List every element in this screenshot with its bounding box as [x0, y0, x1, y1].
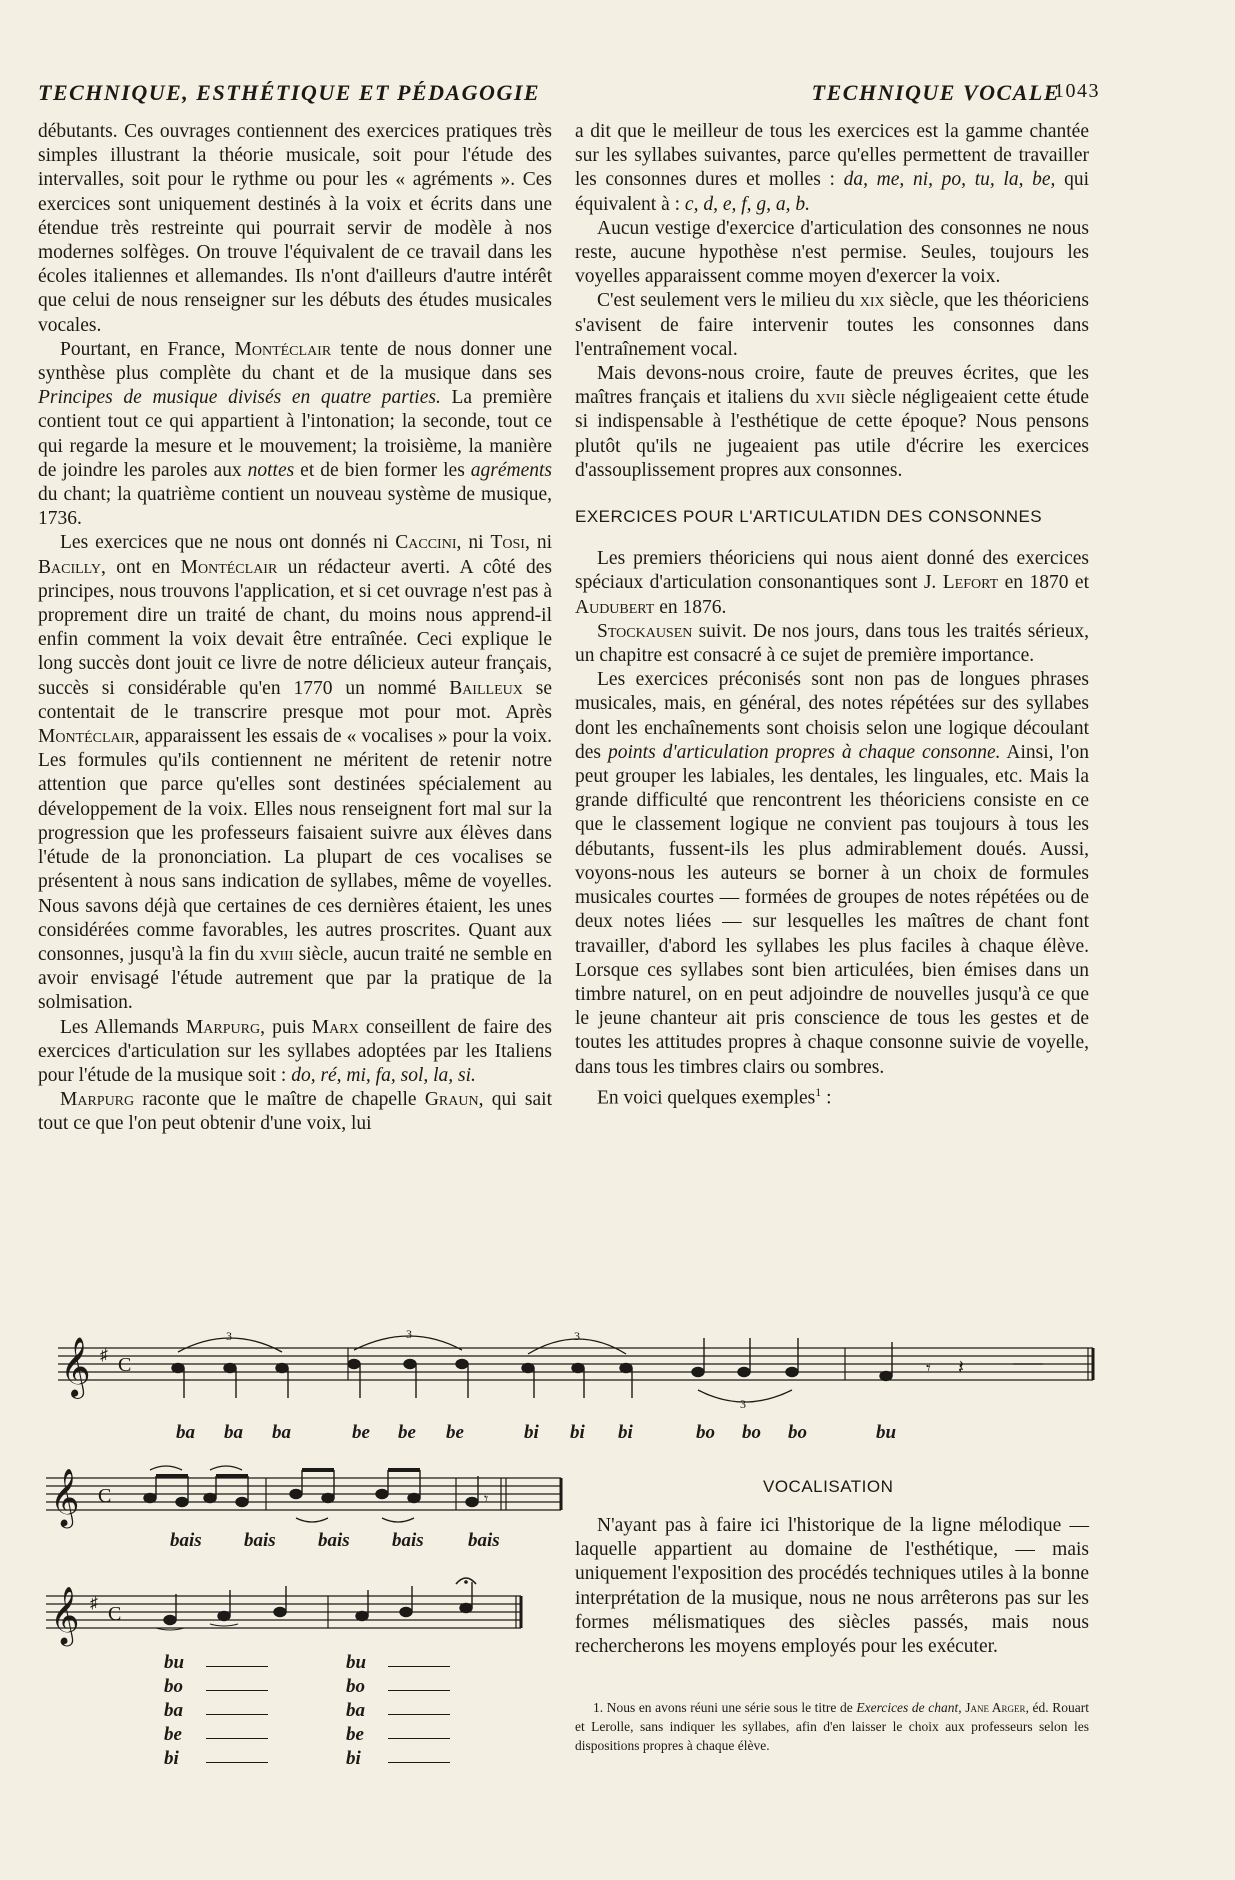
syllable: bu [164, 1652, 185, 1673]
syllable: ba [164, 1700, 183, 1721]
syllable: bi [164, 1748, 179, 1769]
paragraph: C'est seulement vers le milieu du xix siècle, que les théoriciens s'avisent de faire intervenir toutes les consonnes dans l'entraînement vocal. [575, 290, 1089, 360]
syllable: bais [468, 1530, 500, 1551]
syllable: bo [788, 1422, 807, 1443]
paragraph: Mais devons-nous croire, faute de preuves écrites, que les maîtres français et italiens du xvii siècle négligeaient cette étude si indispensable à l'esthétique de cette époque? Nous pensons plutôt qu'ils ne jugeaient pas utile d'écrire les exercices d'assouplissement propres aux consonnes. [575, 363, 1090, 481]
syllable: bais [170, 1530, 202, 1551]
syllable: bo [742, 1422, 761, 1443]
paragraph: Pourtant, en France, Montéclair tente de nous donner une synthèse plus complète du chant et de la musique dans ses Principes de musique divisés en quatre parties. La première contient tout ce qui appartient à l'intonation; la seconde, tout ce qui regarde la mesure et le mouvement; la troisième, la manière de joindre les paroles aux nottes et de bien former les agréments du chant; la quatrième contient un nouveau système de musique, 1736. [38, 338, 553, 530]
paragraph: Aucun vestige d'exercice d'articulation des consonnes ne nous reste, aucune hypothèse n'est permise. Seules, toujours les voyelles apparaissent comme moyen d'exercer la voix. [575, 217, 1089, 288]
syllable: bais [318, 1530, 350, 1551]
paragraph: Marpurg raconte que le maître de chapelle Graun, qui sait tout ce que l'on peut obtenir d'une voix, lui [38, 1089, 552, 1135]
syllable: bo [164, 1676, 183, 1697]
syllable: bi [570, 1422, 585, 1443]
syllable: be [446, 1422, 464, 1443]
music-example-3 [46, 1572, 526, 1648]
triplet-mark: 3 [406, 1328, 412, 1341]
syllable: bo [346, 1676, 365, 1697]
vocalisation-text [575, 1514, 1089, 1659]
paragraph: N'ayant pas à faire ici l'historique de la ligne mélodique — laquelle appartient au domaine de l'esthétique, — mais uniquement l'exposition des procédés techniques utiles à la bonne interprétation de la musique, nous ne nous arrêterons pas sur les formes mélismatiques des siècles passés, mais nous rechercherons les moyens employés pour les exécuter. [575, 1515, 1089, 1658]
syllable: be [164, 1724, 182, 1745]
header-right-title: TECHNIQUE VOCALE [811, 80, 1060, 105]
syllable: bi [618, 1422, 633, 1443]
syllable: bais [392, 1530, 424, 1551]
page-number: 1043 [1054, 80, 1100, 102]
svg-text:𝄞: 𝄞 [50, 1468, 80, 1526]
paragraph: Les exercices que ne nous ont donnés ni Caccini, ni Tosi, ni Bacilly, ont en Montéclair un rédacteur averti. A côté des principes, nous trouvons l'application, et si cet ouvrage n'est pas à proprement dire un traité de chant, du moins nous apprend-il enfin comment la voix devait être entraînée. Ceci explique le long succès dont jouit ce livre de notre délicieux auteur français, succès si considérable qu'en 1770 un nommé Bailleux se contentait de le transcrire presque mot pour mot. Après Montéclair, apparaissent les essais de « vocalises » pour la voix. Les formules qu'ils contiennent ne méritent de retenir notre attention que parce qu'elles sont destinées spécialement au développement de la voix. Elles nous renseignent fort mal sur la progression que les professeurs faisaient suivre aux élèves dans l'étude de la prononciation. La plupart de ces vocalises se présentent à nous sans indication de syllabes, même de voyelles. Nous savons déjà que certaines de ces dernières étaient, les unes considérées comme favorables, les autres proscrites. Quant aux consonnes, jusqu'à la fin du xviii siècle, aucun traité ne semble en avoir envisagé l'étude autrement que par la pratique de la solmisation. [38, 532, 553, 1014]
syllable: ba [224, 1422, 243, 1443]
svg-text:𝄾: 𝄾 [926, 1358, 931, 1378]
syllable: bi [346, 1748, 361, 1769]
svg-text:𝄞: 𝄞 [50, 1586, 80, 1644]
svg-text:𝄞: 𝄞 [60, 1337, 91, 1397]
triplet-mark: 3 [226, 1329, 232, 1343]
syllable: be [346, 1724, 364, 1745]
syllable: ba [346, 1700, 365, 1721]
syllable: bais [244, 1530, 276, 1551]
section-heading-vocalisation: VOCALISATION [763, 1477, 894, 1496]
syllable: bi [524, 1422, 539, 1443]
footnote-ref[interactable]: 1 [815, 1084, 822, 1099]
paragraph: Les Allemands Marpurg, puis Marx conseillent de faire des exercices d'articulation sur les syllabes adoptées par les Italiens pour l'étude de la musique soit : do, ré, mi, fa, sol, la, si. [38, 1016, 552, 1086]
paragraph: Stockausen suivit. De nos jours, dans tous les traités sérieux, un chapitre est consacré à ce sujet de première importance. [575, 620, 1089, 667]
paragraph: Les premiers théoriciens qui nous aient donné des exercices spéciaux d'articulation consonantiques sont J. Lefort en 1870 et Audubert en 1876. [575, 548, 1090, 618]
music-example-1 [58, 1328, 1098, 1408]
paragraph: En voici quelques exemples$^1$ : [597, 1084, 832, 1109]
paragraph: a dit que le meilleur de tous les exercices est la gamme chantée sur les syllabes suivantes, parce qu'elles permettent de travailler les consonnes dures et molles : da, me, ni, po, tu, la, be, qui équivalent à : c, d, e, f, g, a, b. [575, 121, 1090, 215]
svg-text:♯: ♯ [90, 1595, 98, 1612]
svg-text:𝄾: 𝄾 [484, 1491, 489, 1508]
section-heading: EXERCICES POUR L'ARTICULATIDN DES CONSONNES [575, 507, 1043, 527]
syllable: be [352, 1422, 370, 1443]
svg-text:𝄽: 𝄽 [958, 1357, 965, 1379]
triplet-mark: 3 [574, 1329, 580, 1343]
right-column [575, 120, 1089, 1110]
paragraph: Les exercices préconisés sont non pas de longues phrases musicales, mais, en général, des notes répétées sur des syllabes dont les enchaînements sont choisis selon une logique découlant des points d'articulation propres à chaque consonne. Ainsi, l'on peut grouper les labiales, les dentales, les linguales, etc. Mais la grande difficulté que rencontrent les théoriciens consiste en ce que le classement logique ne convient pas toujours à tous les débutants, fussent-ils les plus admirablement doués. Aussi, voyons-nous les auteurs se borner à un choix de formules musicales courtes — formées de groupes de notes répétées ou de deux notes liées — sur lesquelles les maîtres de chant font travailler, d'abord les syllabes les plus faciles à chaque élève. Lorsque ces syllabes sont bien articulées, bien émises dans un timbre naturel, on en peut adjoindre de nouvelles jusqu'à ce que le jeune chanteur ait pris conscience de tous les gestes et de toutes les attitudes propres à chaque consonne suivie de voyelle, dans tous les timbres clairs ou sombres. [575, 669, 1089, 1078]
syllable: bu [346, 1652, 367, 1673]
syllable: ba [176, 1422, 195, 1443]
header-left-title: TECHNIQUE, ESTHÉTIQUE ET PÉDAGOGIE [38, 80, 541, 105]
syllable: be [398, 1422, 416, 1443]
footnote: 1. Nous en avons réuni une série sous le titre de Exercices de chant, Jane Arger, éd. Rouart et Lerolle, sans indiquer les syllabes, afin d'en laisser le choix aux professeurs selon les dispositions propres à chaque élève. [575, 1700, 1089, 1753]
syllable: ba [272, 1422, 291, 1443]
svg-text:♯: ♯ [100, 1347, 108, 1364]
svg-text:C: C [108, 1603, 122, 1625]
music-example-2 [46, 1462, 566, 1534]
syllable: bo [696, 1422, 715, 1443]
left-column [38, 120, 552, 1137]
syllable: bu [876, 1422, 897, 1443]
svg-text:C: C [118, 1354, 132, 1376]
triplet-mark: 3 [740, 1397, 746, 1408]
svg-text:C: C [98, 1485, 112, 1507]
paragraph: débutants. Ces ouvrages contiennent des exercices pratiques très simples illustrant la théorie musicale, soit pour l'étude des intervalles, soit pour le rythme ou pour les « agréments ». Ces exercices sont uniquement destinés à la voix et écrits dans une étendue très restreinte qui pourrait servir de modèle à nos modernes solfèges. On trouve l'équivalent de ce travail dans les écoles italiennes et allemandes. Ils n'ont d'ailleurs d'autre intérêt que celui de nous renseigner sur les débuts des études musicales vocales. [38, 121, 552, 336]
running-header [38, 80, 1100, 110]
